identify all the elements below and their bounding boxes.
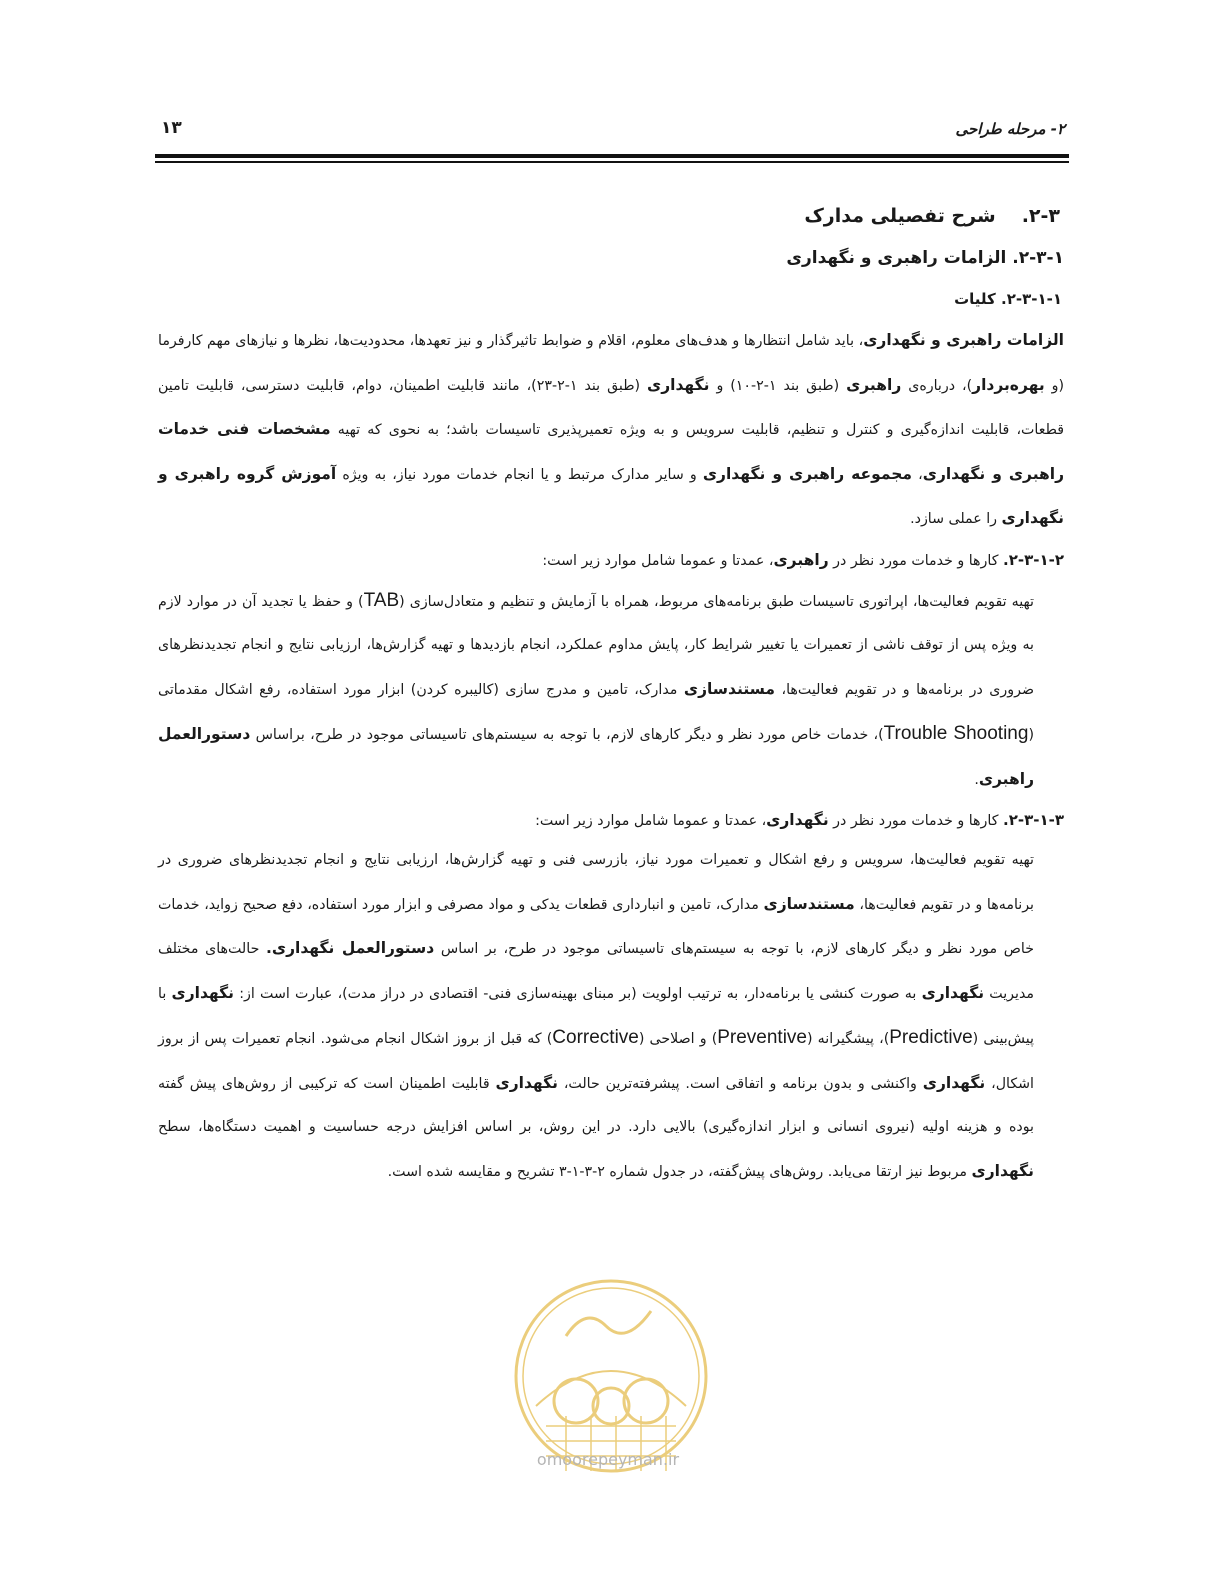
bold-term: راهبری (846, 375, 902, 394)
bold-term: راهبری (773, 550, 829, 569)
bold-term: الزامات راهبری و نگهداری (863, 331, 1064, 349)
section-number: ۲-۳. (1021, 205, 1060, 227)
paragraph-text: . (974, 771, 979, 788)
paragraph-text: ) و حفظ یا تجدید آن در موارد لازم به ویژه پس از توقف ناشی از تعمیرات یا تغییر شرایط کار، پایش مداوم عملکرد، انجام بازدیدها و تهیه گزارش‌ها، ارزیابی نتایج و انجام تجدیدنظرهای ضروری در برنامه‌ها و در تقویم فعالیت‌ها، (158, 593, 1034, 698)
bold-term: نگهداری (922, 1073, 986, 1092)
bold-term: مستندسازی (763, 894, 855, 913)
section-heading (158, 195, 1060, 237)
section-title: شرح تفصیلی مدارک (804, 205, 996, 227)
paragraph-text: ) و اصلاحی ( (638, 1031, 718, 1047)
paragraph-text: حالت‌های مختلف مدیریت (158, 941, 1034, 1002)
subsection-heading (158, 237, 1064, 279)
bold-term: مجموعه راهبری و نگهداری (702, 464, 913, 483)
header-rule-thick (155, 154, 1069, 158)
operation-paragraph (158, 579, 1034, 803)
item-number: ۲-۳-۱-۲. (1002, 550, 1064, 569)
bold-term: نگهداری (171, 983, 234, 1002)
subsubsection-heading (158, 279, 1062, 319)
general-paragraph (158, 319, 1064, 542)
paragraph-text: تهیه تقویم فعالیت‌ها، اپراتوری تاسیسات طبق برنامه‌های مربوط، همراه با آزمایش و تنظیم و متعادل‌سازی ( (399, 593, 1034, 610)
paragraph-text: به صورت کنشی یا برنامه‌دار، به ترتیب اولویت (بر مبنای بهینه‌سازی فنی- اقتصادی در دراز مدت)، عبارت است از: (233, 985, 922, 1002)
bold-term: آموزش گروه راهبری و نگهداری (158, 464, 1064, 527)
paragraph-text: قابلیت اطمینان است که ترکیبی از روش‌های پیش گفته بوده و هزینه اولیه (نیروی انسانی و ابزار اندازه‌گیری) بالایی دارد. در این روش، بر اساس افزایش درجه حساسیت و اهمیت دستگاه‌ها، سطح (158, 1075, 1034, 1135)
paragraph-text: مربوط نیز ارتقا می‌یابد. روش‌های پیش‌گفته، در جدول شماره ۲-۳-۱-۳ تشریح و مقایسه شده است. (387, 1163, 972, 1180)
bold-term: مستندسازی (683, 679, 776, 698)
bold-term: نگهداری (921, 983, 985, 1002)
page-number: ۱۳ (161, 118, 182, 138)
chapter-title: ۲- مرحله طراحی (955, 120, 1065, 138)
english-term: TAB (363, 589, 400, 611)
paragraph-text: (طبق بند ۱-۲-۱۰) و (709, 377, 847, 394)
item-heading-operation (158, 542, 1064, 579)
item-heading-text: ، عمدتا و عموما شامل موارد زیر است: (542, 552, 774, 569)
watermark-logo (496, 1276, 726, 1476)
paragraph-text: ) که قبل از بروز اشکال انجام می‌شود. انجام تعمیرات پس از بروز اشکال، (158, 1031, 1035, 1092)
paragraph-text: تهیه تقویم فعالیت‌ها، سرویس و رفع اشکال و تعمیرات مورد نیاز، بازرسی فنی و تهیه گزارش‌ها، ارزیابی نتایج و انجام تجدیدنظرهای ضروری در برنامه‌ها و در تقویم فعالیت‌ها، (158, 852, 1034, 913)
subsection-title: الزامات راهبری و نگهداری (786, 248, 1007, 268)
bold-term: نگهداری (766, 811, 829, 829)
english-term: Preventive (717, 1027, 808, 1048)
item-heading-text: ، عمدتا و عموما شامل موارد زیر است: (535, 813, 767, 829)
paragraph-text: مدارک، تامین و مدرج سازی (کالیبره کردن) ابزار مورد استفاده، رفع اشکال مقدماتی ( (158, 681, 1034, 743)
header-rule-thin (155, 161, 1069, 163)
bold-term: بهره‌بردار (972, 375, 1045, 394)
item-heading-maintenance (158, 802, 1064, 839)
item-heading-text: کارها و خدمات مورد نظر در (828, 552, 1003, 569)
paragraph-text: واکنشی و بدون برنامه و اتفاقی است. پیشرفته‌ترین حالت، (557, 1075, 923, 1092)
watermark-url: omoorepeyman.ir (536, 1450, 680, 1469)
paragraph-text: ، (912, 466, 923, 483)
subsubsection-number: ۲-۳-۱-۱. (1000, 290, 1062, 308)
bold-term: دستورالعمل نگهداری. (266, 939, 435, 957)
item-number: ۲-۳-۱-۳. (1002, 811, 1064, 829)
bold-term: مشخصات فنی خدمات راهبری و نگهداری (158, 420, 1065, 483)
paragraph-text: )، درباره‌ی (901, 377, 973, 394)
paragraph-text: ، باید شامل انتظارها و هدف‌های معلوم، اقلام و ضوابط تاثیرگذار و نیز تعهدها، محدودیت‌ها، نظرها و نیازهای مهم کارفرما (و (158, 333, 1064, 394)
bold-term: نگهداری (647, 375, 710, 394)
bold-term: نگهداری (495, 1073, 558, 1092)
english-term: Predictive (889, 1027, 973, 1048)
paragraph-text: )، خدمات خاص مورد نظر و دیگر کارهای لازم، با توجه به سیستم‌های تاسیساتی موجود در طرح، براساس (250, 727, 884, 743)
document-body (158, 195, 1064, 1194)
subsection-number: ۲-۳-۱. (1012, 248, 1064, 268)
english-term: Corrective (552, 1027, 639, 1048)
english-term: Trouble Shooting (883, 723, 1029, 744)
subsubsection-title: کلیات (954, 290, 996, 308)
paragraph-text: و سایر مدارک مرتبط و یا انجام خدمات مورد نیاز، به ویژه (336, 466, 703, 483)
bold-term: دستورالعمل راهبری (158, 725, 1034, 788)
paragraph-text: مدارک، تامین و انبارداری قطعات یدکی و مواد مصرفی و ابزار مورد استفاده، دفع صحیح زواید، خدمات خاص مورد نظر و دیگر کارهای لازم، با توجه به سیستم‌های تاسیساتی موجود در طرح، بر اساس (158, 896, 1034, 957)
bold-term: نگهداری (971, 1161, 1034, 1180)
paragraph-text: )، پیشگیرانه ( (807, 1031, 890, 1047)
maintenance-paragraph (158, 839, 1034, 1194)
paragraph-text: با پیش‌بینی ( (158, 985, 1034, 1047)
item-heading-text: کارها و خدمات مورد نظر در (828, 813, 1003, 829)
paragraph-text: (طبق بند ۱-۲-۲۳)، مانند قابلیت اطمینان، دوام، قابلیت دسترسی، قابلیت تامین قطعات، قابلیت اندازه‌گیری و کنترل و تنظیم، قابلیت سرویس و به ویژه تعمیرپذیری تاسیسات باشد؛ به نحوی که تهیه (158, 377, 1065, 438)
page-header (155, 112, 1069, 156)
paragraph-text: را عملی سازد. (910, 511, 1002, 527)
